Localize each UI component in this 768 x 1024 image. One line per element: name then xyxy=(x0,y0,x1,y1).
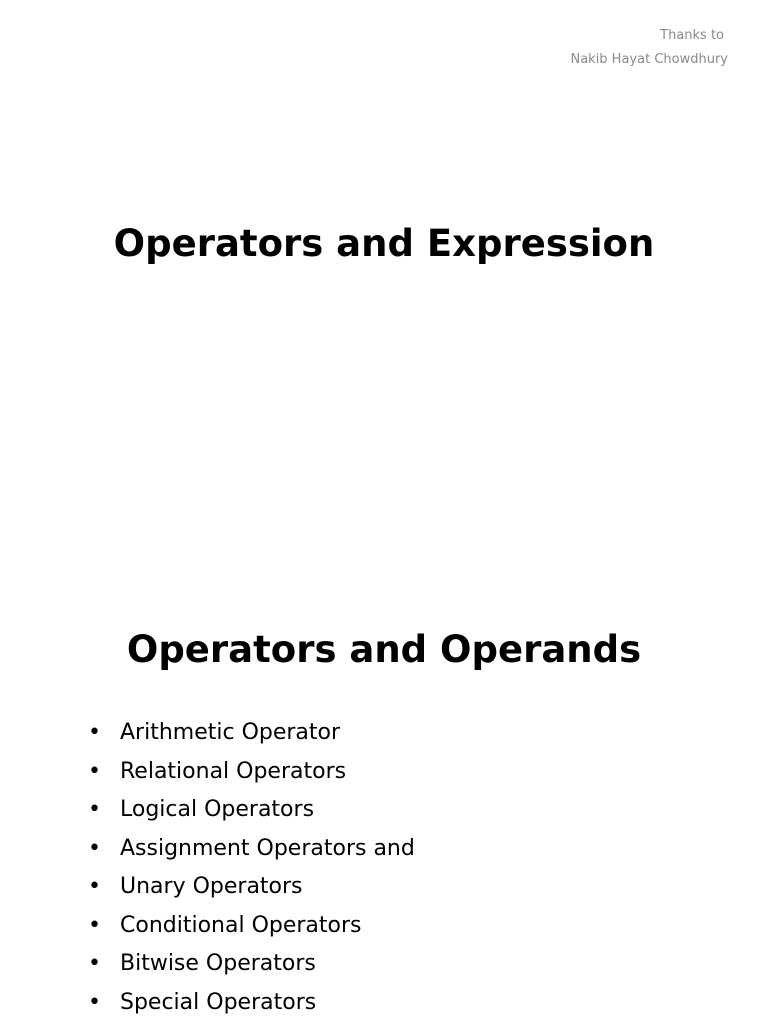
bullet-icon: • xyxy=(88,758,101,784)
list-item-label: Logical Operators xyxy=(120,797,315,822)
list-item xyxy=(88,945,415,984)
list-item-label: Assignment Operators and xyxy=(120,835,415,861)
bullet-icon: • xyxy=(88,912,101,938)
list-item xyxy=(88,714,415,753)
bullet-icon: • xyxy=(88,797,101,822)
list-item-label: Unary Operators xyxy=(120,874,303,899)
bullet-icon: • xyxy=(88,720,101,745)
list-item xyxy=(88,984,415,1023)
credit-block xyxy=(570,24,728,72)
bullet-icon: • xyxy=(88,951,101,976)
credit-thanks-line: Thanks to xyxy=(660,28,724,43)
bullet-icon: • xyxy=(88,835,101,861)
slide-title-operators-and-expression: Operators and Expression xyxy=(113,222,655,265)
bullet-icon: • xyxy=(88,989,101,1015)
operator-bullet-list xyxy=(88,714,415,1022)
list-item-label: Special Operators xyxy=(120,989,317,1015)
list-item xyxy=(88,753,415,792)
slide-title-operators-and-operands: Operators and Operands xyxy=(126,628,642,671)
list-item-label: Conditional Operators xyxy=(120,912,362,938)
credit-author-line: Nakib Hayat Chowdhury xyxy=(570,52,728,67)
list-item-label: Relational Operators xyxy=(120,758,347,784)
list-item xyxy=(88,791,415,830)
list-item xyxy=(88,868,415,907)
list-item xyxy=(88,907,415,946)
list-item-label: Arithmetic Operator xyxy=(120,720,341,745)
list-item-label: Bitwise Operators xyxy=(120,951,316,976)
list-item xyxy=(88,830,415,869)
bullet-icon: • xyxy=(88,874,101,899)
